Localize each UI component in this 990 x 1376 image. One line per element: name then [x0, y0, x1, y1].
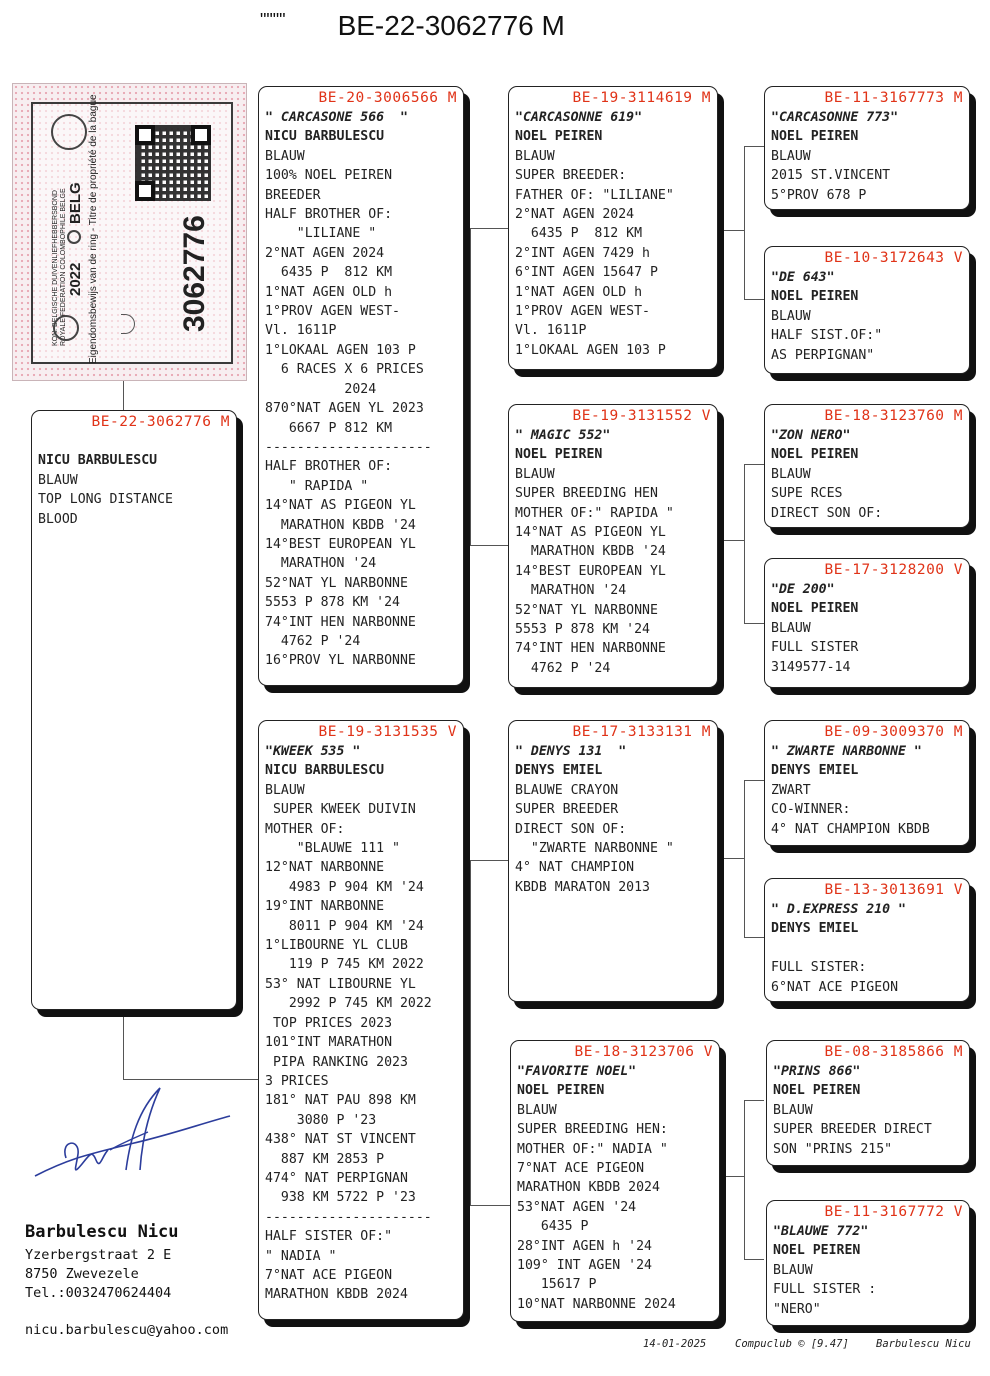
owner-address-street: Yzerbergstraat 2 E	[25, 1247, 172, 1263]
pedigree-line: SUPER BREEDING HEN:	[517, 1122, 668, 1138]
title-ring-number: BE-22-3062776 M	[337, 10, 565, 41]
connector-line	[464, 392, 470, 393]
pedigree-line: MARATHON KBDB '24	[515, 544, 666, 560]
pigeon-name: "BLAUWE 772"	[773, 1224, 869, 1239]
pedigree-line: 6435 P 812 KM	[515, 226, 643, 242]
pedigree-line: 28°INT AGEN h '24	[517, 1238, 652, 1254]
pedigree-line: PIPA RANKING 2023	[265, 1054, 408, 1070]
pedigree-line: SUPER KWEEK DUIVIN	[265, 802, 416, 818]
pedigree-line: HALF BROTHER OF:	[265, 207, 393, 223]
pedigree-line: BLAUW	[771, 308, 811, 324]
pedigree-line: ---------------------	[265, 1209, 432, 1225]
ring-number: BE-19-3131535 V	[318, 724, 457, 740]
breeder-name: DENYS EMIEL	[515, 763, 603, 779]
ring-number: BE-18-3123760 M	[824, 408, 963, 424]
connector-line	[724, 230, 744, 231]
pedigree-line: 2°INT AGEN 7429 h	[515, 245, 650, 261]
pedigree-card-dam	[258, 720, 464, 1320]
owner-email[interactable]: nicu.barbulescu@yahoo.com	[25, 1322, 229, 1338]
breeder-name: NICU BARBULESCU	[38, 453, 158, 469]
pedigree-card-sire-dam	[508, 404, 718, 688]
pedigree-line: DIRECT SON OF:	[515, 821, 627, 837]
breeder-name: NOEL PEIREN	[771, 601, 859, 617]
pedigree-line: AS PERPIGNAN"	[771, 347, 875, 363]
pedigree-line: 1°PROV AGEN WEST-	[515, 304, 650, 320]
pedigree-line: 2015 ST.VINCENT	[771, 168, 891, 184]
pigeon-name: " DENYS 131 "	[515, 744, 627, 759]
pedigree-line: SUPER BREEDER DIRECT	[773, 1122, 932, 1138]
globe-logo-icon	[51, 114, 87, 150]
breeder-name: NICU BARBULESCU	[265, 763, 385, 779]
pedigree-line: 101°INT MARATHON	[265, 1035, 393, 1051]
connector-line	[123, 1010, 259, 1080]
pedigree-line: HALF SIST.OF:"	[771, 328, 883, 344]
pedigree-line: 5553 P 878 KM '24	[265, 595, 400, 611]
pigeon-name: "PRINS 866"	[773, 1064, 861, 1079]
pigeon-name: " MAGIC 552"	[515, 428, 611, 443]
pedigree-card-sire-dam-dam	[764, 558, 970, 688]
pedigree-line: 1°PROV AGEN WEST-	[265, 304, 400, 320]
owner-address-city: 8750 Zwevezele	[25, 1266, 139, 1282]
pedigree-line: MARATHON KBDB 2024	[265, 1287, 408, 1303]
pedigree-line: 4° NAT CHAMPION	[515, 860, 635, 876]
pedigree-line: ---------------------	[265, 439, 432, 455]
pedigree-line: 10°NAT NARBONNE 2024	[517, 1296, 676, 1312]
pedigree-line: 181° NAT PAU 898 KM	[265, 1093, 416, 1109]
title-quote-mark: """"	[260, 10, 286, 30]
pedigree-line: Vl. 1611P	[265, 323, 337, 339]
pedigree-line: 4° NAT CHAMPION KBDB	[771, 821, 930, 837]
pedigree-line: 3149577-14	[771, 659, 851, 675]
pedigree-line: 14°BEST EUROPEAN YL	[515, 563, 666, 579]
pedigree-line: MARATHON '24	[265, 556, 377, 572]
kbdb-logo-icon	[53, 315, 79, 341]
pigeon-name: "CARCASONNE 619"	[515, 110, 643, 125]
pedigree-line: TOP PRICES 2023	[265, 1015, 393, 1031]
pigeon-name: "DE 643"	[771, 270, 835, 285]
pigeon-name: " ZWARTE NARBONNE "	[771, 744, 922, 759]
breeder-name: NOEL PEIREN	[771, 447, 859, 463]
pedigree-card-dam-dam	[510, 1040, 720, 1322]
pedigree-card-dam-sire-dam	[764, 878, 970, 1002]
breeder-name: NICU BARBULESCU	[265, 129, 385, 145]
pedigree-line: 6435 P	[517, 1219, 589, 1235]
connector-line	[724, 1176, 744, 1177]
pedigree-line: 6 RACES X 6 PRICES	[265, 362, 424, 378]
pedigree-line: BLAUW	[773, 1262, 813, 1278]
pedigree-line: 19°INT NARBONNE	[265, 899, 385, 915]
pedigree-line: 16°PROV YL NARBONNE	[265, 653, 416, 669]
pedigree-line: MOTHER OF:	[265, 821, 345, 837]
connector-line	[470, 228, 510, 546]
pigeon-name: "KWEEK 535 "	[265, 744, 361, 759]
pedigree-line: 870°NAT AGEN YL 2023	[265, 401, 424, 417]
pedigree-line: FULL SISTER :	[773, 1282, 877, 1298]
pedigree-card-sire-dam-sire	[764, 404, 970, 528]
ring-card-year: 2022	[67, 262, 84, 296]
pedigree-line: "ZWARTE NARBONNE "	[515, 841, 674, 857]
pedigree-line: 14°BEST EUROPEAN YL	[265, 536, 416, 552]
pedigree-line: 5°PROV 678 P	[771, 187, 867, 203]
connector-line	[744, 1100, 764, 1260]
page-title	[260, 10, 640, 54]
pedigree-line: FULL SISTER:	[771, 960, 867, 976]
pedigree-card-dam-dam-dam	[766, 1200, 970, 1326]
pedigree-line: 1°LOKAAL AGEN 103 P	[265, 342, 416, 358]
owner-name: Barbulescu Nicu	[25, 1222, 179, 1242]
pigeon-name: " CARCASONE 566 "	[265, 110, 408, 125]
breeder-name: NOEL PEIREN	[773, 1083, 861, 1099]
ring-number: BE-13-3013691 V	[824, 882, 963, 898]
pedigree-line: 53°NAT AGEN '24	[517, 1199, 637, 1215]
pedigree-line	[38, 432, 230, 451]
pedigree-line: 2992 P 745 KM 2022	[265, 996, 432, 1012]
ring-number: BE-11-3167773 M	[824, 90, 963, 106]
breeder-name: DENYS EMIEL	[771, 763, 859, 779]
pedigree-line: BLAUW	[771, 466, 811, 482]
pedigree-line: HALF SISTER OF:"	[265, 1229, 393, 1245]
breeder-name: NOEL PEIREN	[773, 1243, 861, 1259]
pedigree-line: 1°LOKAAL AGEN 103 P	[515, 342, 666, 358]
pedigree-line: 5553 P 878 KM '24	[515, 622, 650, 638]
pedigree-line: FULL SISTER	[771, 640, 859, 656]
owner-phone: Tel.:0032470624404	[25, 1285, 172, 1301]
pedigree-line: 3080 P '23	[265, 1112, 377, 1128]
pedigree-line: 6667 P 812 KM	[265, 420, 393, 436]
pedigree-line: "LILIANE "	[265, 226, 377, 242]
crown-emblem-icon	[67, 230, 81, 244]
pedigree-line: SUPE RCES	[771, 486, 843, 502]
pedigree-line: BLAUW	[265, 782, 305, 798]
pedigree-line: ZWART	[771, 782, 811, 798]
pedigree-line: 6435 P 812 KM	[265, 265, 393, 281]
pedigree-card-subject	[31, 410, 237, 1010]
pedigree-line: 119 P 745 KM 2022	[265, 957, 424, 973]
ring-number: BE-19-3131552 V	[572, 408, 711, 424]
pedigree-card-sire	[258, 86, 464, 686]
ring-number: BE-18-3123706 V	[574, 1044, 713, 1060]
pedigree-line: 1°NAT AGEN OLD h	[515, 284, 643, 300]
pedigree-line: BLOOD	[38, 511, 78, 527]
pedigree-line: 14°NAT AS PIGEON YL	[515, 525, 666, 541]
pedigree-line: FATHER OF: "LILIANE"	[515, 187, 674, 203]
pedigree-line: TOP LONG DISTANCE	[38, 492, 173, 508]
pedigree-line: 12°NAT NARBONNE	[265, 860, 385, 876]
pedigree-line: 6°NAT ACE PIGEON	[771, 979, 899, 995]
breeder-name: NOEL PEIREN	[517, 1083, 605, 1099]
pedigree-line: 2024	[265, 381, 377, 397]
breeder-name: DENYS EMIEL	[771, 921, 859, 937]
pedigree-card-dam-sire-sire	[764, 720, 970, 846]
ring-number: BE-17-3128200 V	[824, 562, 963, 578]
pedigree-line: 1°NAT AGEN OLD h	[265, 284, 393, 300]
connector-line	[744, 146, 764, 300]
pedigree-card-dam-sire	[508, 720, 718, 1002]
pigeon-name: "ZON NERO"	[771, 428, 851, 443]
pedigree-line: 8011 P 904 KM '24	[265, 918, 424, 934]
pedigree-line: SUPER BREEDING HEN	[515, 486, 658, 502]
qr-finder-icon	[135, 125, 155, 145]
pedigree-line: 474° NAT PERPIGNAN	[265, 1170, 408, 1186]
pedigree-line: 2°NAT AGEN 2024	[515, 207, 635, 223]
ring-card-org-fr: ROYALE FEDERATION COLOMBOPHILE BELGE	[60, 188, 67, 346]
pedigree-line: SON "PRINS 215"	[773, 1141, 893, 1157]
connector-line	[470, 860, 510, 1206]
pedigree-line: HALF BROTHER OF:	[265, 459, 393, 475]
pedigree-card-sire-sire	[508, 86, 718, 370]
footer-author: Barbulescu Nicu	[876, 1338, 971, 1350]
pigeon-name: "FAVORITE NOEL"	[517, 1064, 637, 1079]
ring-number: BE-09-3009370 M	[824, 724, 963, 740]
connector-line	[744, 464, 764, 624]
pedigree-line: 109° INT AGEN '24	[517, 1258, 652, 1274]
signature-icon	[30, 1080, 240, 1190]
pedigree-line: 4762 P '24	[265, 633, 361, 649]
pedigree-line: BLAUW	[771, 620, 811, 636]
pedigree-line: CO-WINNER:	[771, 802, 851, 818]
pedigree-line: 52°NAT YL NARBONNE	[265, 575, 408, 591]
pedigree-line: BREEDER	[265, 187, 321, 203]
pedigree-line: BLAUWE CRAYON	[515, 782, 619, 798]
pedigree-line: BLAUW	[771, 148, 811, 164]
pedigree-line: 938 KM 5722 P '23	[265, 1190, 416, 1206]
ring-card-country: BELG	[67, 182, 84, 224]
ring-card-org-nl: KON. BELGISCHE DUIVENLIEFHEBBERSBOND	[52, 190, 59, 346]
pedigree-line: 74°INT HEN NARBONNE	[265, 614, 416, 630]
breeder-name: NOEL PEIREN	[771, 129, 859, 145]
pedigree-line: KBDB MARATON 2013	[515, 879, 650, 895]
breeder-name: NOEL PEIREN	[515, 129, 603, 145]
pedigree-line: 1°LIBOURNE YL CLUB	[265, 938, 408, 954]
pigeon-name: "CARCASONNE 773"	[771, 110, 899, 125]
pedigree-line: 14°NAT AS PIGEON YL	[265, 498, 416, 514]
pedigree-line	[771, 939, 963, 958]
pedigree-line: BLAUW	[773, 1102, 813, 1118]
pedigree-line: MOTHER OF:" NADIA "	[517, 1141, 668, 1157]
pedigree-line: "NERO"	[773, 1301, 821, 1317]
ring-card-title: Eigendomsbewijs van de ring - Titre de propriété de la bague	[88, 94, 99, 364]
pedigree-line: " RAPIDA "	[265, 478, 369, 494]
footer-date: 14-01-2025	[643, 1338, 707, 1350]
pedigree-card-sire-sire-dam	[764, 246, 970, 374]
pedigree-line: " NADIA "	[265, 1248, 337, 1264]
connector-line	[724, 858, 744, 859]
pigeon-name: "DE 200"	[771, 582, 835, 597]
ring-number: BE-08-3185866 M	[824, 1044, 963, 1060]
pedigree-line: 15617 P	[517, 1277, 597, 1293]
pedigree-line: 7°NAT ACE PIGEON	[517, 1161, 645, 1177]
pedigree-line: "BLAUWE 111 "	[265, 841, 400, 857]
pedigree-line: BLAUW	[265, 148, 305, 164]
pedigree-line: MARATHON KBDB '24	[265, 517, 416, 533]
ring-card-number: 3062776	[178, 215, 211, 332]
pedigree-line: 7°NAT ACE PIGEON	[265, 1267, 393, 1283]
pedigree-line: MARATHON '24	[515, 583, 627, 599]
pedigree-line: BLAUW	[515, 148, 555, 164]
pedigree-line: SUPER BREEDER:	[515, 168, 627, 184]
ring-number: BE-10-3172643 V	[824, 250, 963, 266]
ring-number: BE-20-3006566 M	[318, 90, 457, 106]
breeder-name: NOEL PEIREN	[515, 447, 603, 463]
qr-finder-icon	[135, 181, 155, 201]
ring-number: BE-19-3114619 M	[572, 90, 711, 106]
pedigree-line: MOTHER OF:" RAPIDA "	[515, 505, 674, 521]
pedigree-line: 52°NAT YL NARBONNE	[515, 602, 658, 618]
pedigree-line: 74°INT HEN NARBONNE	[515, 641, 666, 657]
ring-number: BE-17-3133131 M	[572, 724, 711, 740]
ring-ownership-card	[12, 83, 247, 381]
pedigree-line: SUPER BREEDER	[515, 802, 619, 818]
pedigree-line: DIRECT SON OF:	[771, 505, 883, 521]
pedigree-line: 887 KM 2853 P	[265, 1151, 385, 1167]
connector-line	[464, 1020, 470, 1021]
pedigree-card-sire-sire-sire	[764, 86, 970, 210]
breeder-name: NOEL PEIREN	[771, 289, 859, 305]
pedigree-line: MARATHON KBDB 2024	[517, 1180, 660, 1196]
pedigree-line: 2°NAT AGEN 2024	[265, 245, 385, 261]
footer-software: Compuclub © [9.47]	[735, 1338, 849, 1350]
qr-finder-icon	[191, 125, 211, 145]
pedigree-line: BLAUW	[38, 472, 78, 488]
pedigree-card-dam-dam-sire	[766, 1040, 970, 1166]
connector-line	[744, 780, 764, 938]
connector-line	[724, 540, 744, 541]
pedigree-line: BLAUW	[515, 466, 555, 482]
ring-number: BE-11-3167772 V	[824, 1204, 963, 1220]
connector-line	[123, 381, 124, 410]
ring-number: BE-22-3062776 M	[91, 414, 230, 430]
pedigree-line: 6°INT AGEN 15647 P	[515, 265, 658, 281]
pedigree-line: 100% NOEL PEIREN	[265, 168, 393, 184]
pedigree-line: 4983 P 904 KM '24	[265, 879, 424, 895]
pedigree-line: 438° NAT ST VINCENT	[265, 1132, 416, 1148]
pedigree-line: BLAUW	[517, 1102, 557, 1118]
pedigree-line: 3 PRICES	[265, 1073, 329, 1089]
pigeon-name: " D.EXPRESS 210 "	[771, 902, 906, 917]
pedigree-line: 4762 P '24	[515, 660, 611, 676]
pedigree-line: 53° NAT LIBOURNE YL	[265, 976, 416, 992]
pedigree-line: Vl. 1611P	[515, 323, 587, 339]
